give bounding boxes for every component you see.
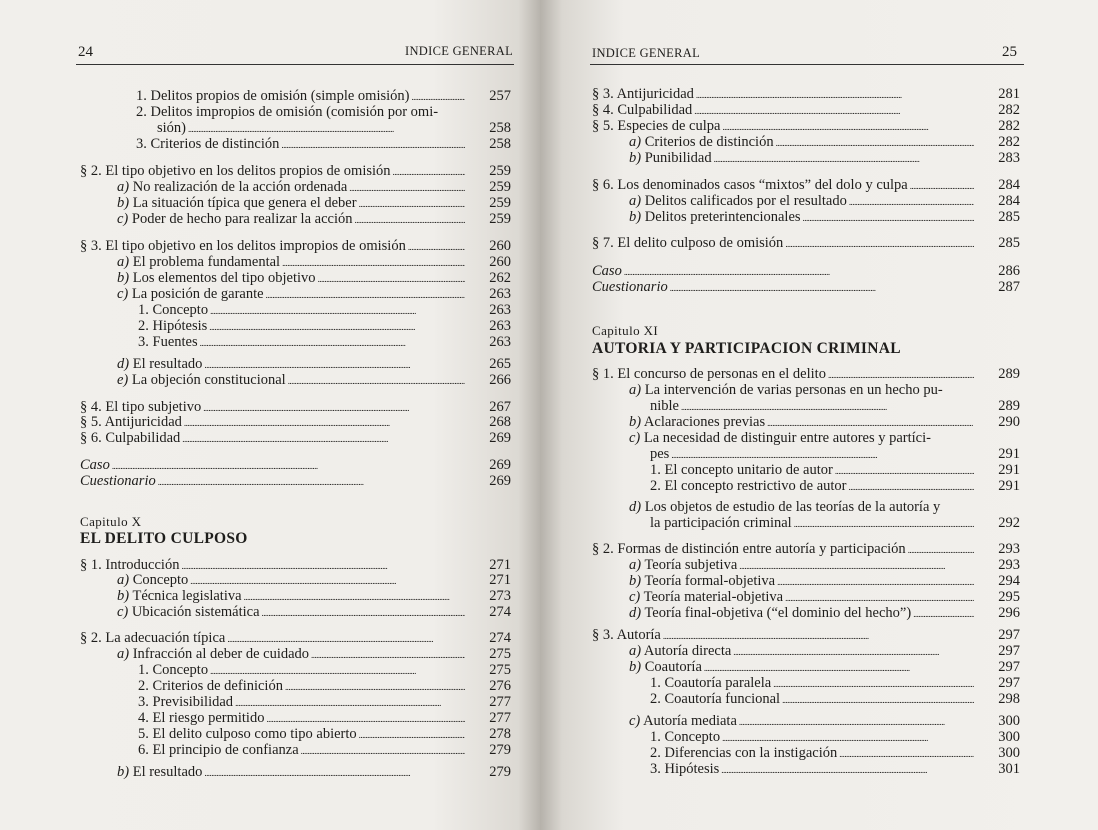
toc-entry xyxy=(0,88,511,104)
toc-entry xyxy=(540,366,1020,382)
toc-entry xyxy=(0,372,511,388)
toc-entry-label: § 1. Introducción xyxy=(80,557,180,573)
toc-entry xyxy=(0,726,511,742)
toc-entry-label: c) La necesidad de distinguir entre autores y partíci- xyxy=(629,430,931,446)
toc-entry xyxy=(540,102,1020,118)
toc-entry xyxy=(0,742,511,758)
toc-entry-label: 2. Diferencias con la instigación xyxy=(650,745,838,761)
dot-leader xyxy=(112,457,465,474)
dot-leader xyxy=(188,120,465,137)
toc-entry xyxy=(540,177,1020,193)
dot-leader xyxy=(849,478,975,495)
toc-entry-label: 1. Coautoría paralela xyxy=(650,675,772,691)
toc-entry-page: 291 xyxy=(998,478,1020,494)
toc-entry xyxy=(0,179,511,195)
toc-entry-page: 298 xyxy=(998,691,1020,707)
toc-entry-label: § 1. El concurso de personas en el delito xyxy=(592,366,826,382)
toc-entry-page: 283 xyxy=(998,150,1020,166)
dot-leader xyxy=(209,318,465,335)
dot-leader xyxy=(785,589,974,606)
toc-entry-page: 289 xyxy=(998,398,1020,414)
dot-leader xyxy=(773,675,974,692)
dot-leader xyxy=(235,694,465,711)
toc-entry-page: 296 xyxy=(998,605,1020,621)
dot-leader xyxy=(393,163,465,180)
toc-entry-page: 282 xyxy=(998,102,1020,118)
toc-entry-label: b) Punibilidad xyxy=(629,150,712,166)
toc-entry-label: b) Delitos preterintencionales xyxy=(629,209,801,225)
dot-leader xyxy=(204,764,465,781)
toc-entry-page: 295 xyxy=(998,589,1020,605)
toc-entry-label: § 4. El tipo subjetivo xyxy=(80,399,202,415)
toc-entry-label: b) Técnica legislativa xyxy=(117,588,242,604)
dot-leader xyxy=(262,604,465,621)
toc-entry-label: b) Teoría formal-objetiva xyxy=(629,573,776,589)
toc-entry-page: 276 xyxy=(489,678,511,694)
dot-leader xyxy=(288,372,465,389)
toc-entry-label: 3. Fuentes xyxy=(138,334,198,350)
left-page xyxy=(0,0,540,830)
toc-entry-label: c) Teoría material-objetiva xyxy=(629,589,784,605)
toc-entry-label: c) Autoría mediata xyxy=(629,713,737,729)
toc-entry-label: § 4. Culpabilidad xyxy=(592,102,693,118)
toc-entry xyxy=(540,263,1020,279)
toc-entry-page: 300 xyxy=(998,729,1020,745)
dot-leader xyxy=(776,134,974,151)
toc-entry xyxy=(0,604,511,620)
toc-entry-label: 3. Hipótesis xyxy=(650,761,720,777)
right-header-rule xyxy=(590,64,1024,65)
toc-entry xyxy=(0,662,511,678)
toc-entry xyxy=(540,745,1020,761)
toc-entry xyxy=(540,193,1020,209)
toc-entry-label: a) No realización de la acción ordenada xyxy=(117,179,348,195)
toc-entry xyxy=(540,515,1020,531)
toc-entry xyxy=(0,318,511,334)
toc-entry-page: 290 xyxy=(998,414,1020,430)
toc-entry-page: 271 xyxy=(489,557,511,573)
dot-leader xyxy=(704,659,974,676)
toc-entry-label: 2. Criterios de definición xyxy=(138,678,283,694)
toc-entry-page: 286 xyxy=(998,263,1020,279)
toc-entry-page: 269 xyxy=(489,430,511,446)
toc-entry-label: § 2. Formas de distinción entre autoría y participación xyxy=(592,541,906,557)
toc-entry-label: Caso xyxy=(592,263,622,279)
dot-leader xyxy=(210,662,465,679)
toc-entry-page: 294 xyxy=(998,573,1020,589)
dot-leader xyxy=(227,630,465,647)
toc-entry xyxy=(0,557,511,573)
toc-entry xyxy=(540,382,1020,398)
toc-entry-label: a) Concepto xyxy=(117,572,189,588)
toc-entry xyxy=(540,478,1020,494)
toc-entry-page: 285 xyxy=(998,235,1020,251)
toc-entry-page: 265 xyxy=(489,356,511,372)
toc-entry xyxy=(540,761,1020,777)
toc-entry-page: 284 xyxy=(998,177,1020,193)
toc-entry-page: 282 xyxy=(998,118,1020,134)
right-running-header: INDICE GENERAL xyxy=(592,46,701,60)
toc-entry xyxy=(540,557,1020,573)
toc-entry xyxy=(540,589,1020,605)
toc-entry-page: 275 xyxy=(489,646,511,662)
dot-leader xyxy=(408,238,465,255)
toc-entry-page: 263 xyxy=(489,286,511,302)
dot-leader xyxy=(190,572,465,589)
dot-leader xyxy=(694,102,974,119)
toc-entry xyxy=(0,764,511,780)
dot-leader xyxy=(722,118,974,135)
toc-entry xyxy=(0,270,511,286)
dot-leader xyxy=(301,742,465,759)
toc-entry-label: 1. Concepto xyxy=(650,729,721,745)
dot-leader xyxy=(835,462,974,479)
dot-leader xyxy=(359,195,465,212)
toc-entry-page: 262 xyxy=(489,270,511,286)
toc-entry-page: 259 xyxy=(489,211,511,227)
toc-entry-page: 271 xyxy=(489,572,511,588)
toc-entry-page: 300 xyxy=(998,745,1020,761)
toc-entry xyxy=(540,675,1020,691)
toc-entry xyxy=(0,195,511,211)
toc-entry-page: 278 xyxy=(489,726,511,742)
toc-entry-label: § 5. Antijuricidad xyxy=(80,414,182,430)
right-page xyxy=(540,0,1098,830)
dot-leader xyxy=(794,515,974,532)
dot-leader xyxy=(828,366,974,383)
toc-entry-label: a) Infracción al deber de cuidado xyxy=(117,646,310,662)
dot-leader xyxy=(910,177,974,194)
dot-leader xyxy=(285,678,465,695)
toc-entry xyxy=(540,462,1020,478)
toc-entry-page: 263 xyxy=(489,334,511,350)
toc-entry xyxy=(0,356,511,372)
toc-entry-label: § 3. Autoría xyxy=(592,627,661,643)
toc-entry-label: c) La posición de garante xyxy=(117,286,264,302)
toc-entry-label: 1. Delitos propios de omisión (simple omisión) xyxy=(136,88,410,104)
toc-entry-label: sión) xyxy=(157,120,186,136)
dot-leader xyxy=(803,209,974,226)
toc-entry xyxy=(0,254,511,270)
toc-entry-label: Cuestionario xyxy=(80,473,156,489)
toc-entry-label: b) La situación típica que genera el deber xyxy=(117,195,357,211)
dot-leader xyxy=(681,398,974,415)
toc-entry-page: 279 xyxy=(489,764,511,780)
toc-entry-page: 292 xyxy=(998,515,1020,531)
toc-entry-label: b) El resultado xyxy=(117,764,203,780)
toc-entry-label: la participación criminal xyxy=(650,515,792,531)
toc-entry-page: 285 xyxy=(998,209,1020,225)
toc-entry-label: b) Aclaraciones previas xyxy=(629,414,766,430)
toc-entry xyxy=(540,713,1020,729)
toc-entry-label: b) Los elementos del tipo objetivo xyxy=(117,270,316,286)
toc-entry-page: 268 xyxy=(489,414,511,430)
toc-entry xyxy=(540,235,1020,251)
toc-entry-label: c) Poder de hecho para realizar la acción xyxy=(117,211,353,227)
dot-leader xyxy=(282,254,465,271)
toc-entry-label: pes xyxy=(650,446,670,462)
toc-entry xyxy=(0,238,511,254)
toc-entry-label: 2. Delitos impropios de omisión (comisión por omi- xyxy=(136,104,439,120)
toc-entry-page: 259 xyxy=(489,195,511,211)
toc-entry xyxy=(0,430,511,446)
toc-entry-label: § 3. Antijuricidad xyxy=(592,86,694,102)
dot-leader xyxy=(266,710,465,727)
dot-leader xyxy=(200,334,465,351)
toc-entry-page: 274 xyxy=(489,630,511,646)
toc-entry-label: a) Teoría subjetiva xyxy=(629,557,738,573)
toc-entry xyxy=(0,678,511,694)
toc-entry xyxy=(0,457,511,473)
dot-leader xyxy=(777,573,974,590)
toc-entry-label: e) La objeción constitucional xyxy=(117,372,286,388)
toc-entry xyxy=(540,279,1020,295)
toc-entry-label: d) El resultado xyxy=(117,356,203,372)
dot-leader xyxy=(359,726,465,743)
dot-leader xyxy=(411,88,465,105)
toc-entry-label: 6. El principio de confianza xyxy=(138,742,299,758)
toc-entry xyxy=(540,659,1020,675)
toc-entry xyxy=(0,163,511,179)
toc-entry-label: § 6. Culpabilidad xyxy=(80,430,181,446)
toc-entry-page: 258 xyxy=(489,136,511,152)
dot-leader xyxy=(670,279,974,296)
toc-entry-page: 287 xyxy=(998,279,1020,295)
dot-leader xyxy=(839,745,974,762)
toc-entry-page: 266 xyxy=(489,372,511,388)
chapter-xi-label: Capitulo XI xyxy=(592,323,659,338)
toc-entry-page: 297 xyxy=(998,675,1020,691)
dot-leader xyxy=(767,414,974,431)
dot-leader xyxy=(785,235,974,252)
toc-entry xyxy=(0,646,511,662)
toc-entry-label: d) Los objetos de estudio de las teorías de la autoría y xyxy=(629,499,941,515)
toc-entry-page: 259 xyxy=(489,179,511,195)
toc-entry-page: 263 xyxy=(489,318,511,334)
toc-entry-label: d) Teoría final-objetiva (“el dominio del hecho”) xyxy=(629,605,912,621)
toc-entry xyxy=(0,286,511,302)
toc-entry-label: § 2. El tipo objetivo en los delitos propios de omisión xyxy=(80,163,391,179)
chapter-x-label: Capitulo X xyxy=(80,514,142,529)
toc-entry-label: 2. Hipótesis xyxy=(138,318,208,334)
toc-entry-page: 297 xyxy=(998,659,1020,675)
toc-entry-label: § 6. Los denominados casos “mixtos” del dolo y culpa xyxy=(592,177,908,193)
dot-leader xyxy=(624,263,974,280)
toc-entry xyxy=(0,136,511,152)
dot-leader xyxy=(913,605,974,622)
dot-leader xyxy=(349,179,465,196)
toc-entry xyxy=(0,104,511,120)
toc-entry xyxy=(540,499,1020,515)
dot-leader xyxy=(182,430,465,447)
toc-entry xyxy=(540,627,1020,643)
left-header-rule xyxy=(76,64,514,65)
toc-entry-page: 260 xyxy=(489,254,511,270)
toc-entry-label: 3. Criterios de distinción xyxy=(136,136,280,152)
toc-entry xyxy=(0,211,511,227)
toc-entry xyxy=(0,588,511,604)
toc-entry-page: 263 xyxy=(489,302,511,318)
toc-entry-label: 3. Previsibilidad xyxy=(138,694,234,710)
toc-entry xyxy=(540,118,1020,134)
toc-entry xyxy=(540,430,1020,446)
toc-entry-label: a) El problema fundamental xyxy=(117,254,281,270)
toc-entry xyxy=(0,473,511,489)
toc-entry-page: 274 xyxy=(489,604,511,620)
toc-entry-page: 301 xyxy=(998,761,1020,777)
toc-entry xyxy=(0,630,511,646)
toc-entry-page: 284 xyxy=(998,193,1020,209)
toc-entry-page: 258 xyxy=(489,120,511,136)
toc-entry-label: a) Criterios de distinción xyxy=(629,134,774,150)
dot-leader xyxy=(244,588,465,605)
toc-entry xyxy=(0,334,511,350)
toc-entry-page: 257 xyxy=(489,88,511,104)
toc-entry xyxy=(540,209,1020,225)
toc-entry-label: 4. El riesgo permitido xyxy=(138,710,265,726)
toc-entry xyxy=(0,399,511,415)
toc-entry-label: § 7. El delito culposo de omisión xyxy=(592,235,784,251)
dot-leader xyxy=(782,691,974,708)
dot-leader xyxy=(663,627,974,644)
dot-leader xyxy=(696,86,974,103)
toc-entry-page: 259 xyxy=(489,163,511,179)
toc-entry-label: 2. Coautoría funcional xyxy=(650,691,781,707)
toc-entry-page: 267 xyxy=(489,399,511,415)
toc-entry-label: 1. Concepto xyxy=(138,302,209,318)
toc-entry xyxy=(540,729,1020,745)
dot-leader xyxy=(204,356,465,373)
toc-entry xyxy=(540,86,1020,102)
toc-entry-page: 275 xyxy=(489,662,511,678)
toc-entry-page: 289 xyxy=(998,366,1020,382)
dot-leader xyxy=(739,713,974,730)
toc-entry xyxy=(0,414,511,430)
toc-entry-page: 291 xyxy=(998,446,1020,462)
toc-entry-label: b) Coautoría xyxy=(629,659,702,675)
dot-leader xyxy=(739,557,974,574)
toc-entry-page: 297 xyxy=(998,643,1020,659)
toc-entry xyxy=(540,134,1020,150)
chapter-x-title: EL DELITO CULPOSO xyxy=(80,530,248,547)
toc-entry-label: c) Ubicación sistemática xyxy=(117,604,260,620)
toc-entry-label: nible xyxy=(650,398,679,414)
toc-entry-page: 291 xyxy=(998,462,1020,478)
toc-entry-label: 2. El concepto restrictivo de autor xyxy=(650,478,847,494)
toc-entry xyxy=(0,120,511,136)
toc-entry xyxy=(540,573,1020,589)
dot-leader xyxy=(722,729,974,746)
toc-entry xyxy=(540,398,1020,414)
dot-leader xyxy=(714,150,974,167)
dot-leader xyxy=(210,302,465,319)
toc-entry xyxy=(540,691,1020,707)
toc-entry xyxy=(540,541,1020,557)
toc-entry-label: 1. El concepto unitario de autor xyxy=(650,462,833,478)
dot-leader xyxy=(355,211,466,228)
dot-leader xyxy=(184,414,465,431)
toc-entry xyxy=(540,605,1020,621)
toc-entry-page: 281 xyxy=(998,86,1020,102)
toc-entry xyxy=(540,643,1020,659)
toc-entry xyxy=(0,710,511,726)
right-page-number: 25 xyxy=(1002,44,1017,60)
toc-entry-label: a) Autoría directa xyxy=(629,643,732,659)
dot-leader xyxy=(311,646,465,663)
toc-entry-page: 277 xyxy=(489,710,511,726)
dot-leader xyxy=(908,541,974,558)
chapter-xi-title: AUTORIA Y PARTICIPACION CRIMINAL xyxy=(592,340,901,357)
dot-leader xyxy=(281,136,465,153)
dot-leader xyxy=(721,761,974,778)
toc-entry-page: 269 xyxy=(489,457,511,473)
dot-leader xyxy=(318,270,465,287)
toc-entry xyxy=(540,414,1020,430)
toc-entry-label: § 2. La adecuación típica xyxy=(80,630,226,646)
toc-entry-label: Caso xyxy=(80,457,110,473)
toc-entry-label: 5. El delito culposo como tipo abierto xyxy=(138,726,357,742)
toc-entry-page: 279 xyxy=(489,742,511,758)
toc-entry-page: 282 xyxy=(998,134,1020,150)
toc-entry-page: 293 xyxy=(998,541,1020,557)
toc-entry-label: 1. Concepto xyxy=(138,662,209,678)
toc-entry-page: 297 xyxy=(998,627,1020,643)
dot-leader xyxy=(671,446,974,463)
toc-entry-label: a) La intervención de varias personas en un hecho pu- xyxy=(629,382,943,398)
dot-leader xyxy=(158,473,465,490)
left-page-number: 24 xyxy=(78,44,93,60)
toc-entry xyxy=(0,302,511,318)
toc-entry xyxy=(0,694,511,710)
toc-entry-label: § 3. El tipo objetivo en los delitos impropios de omisión xyxy=(80,238,406,254)
toc-entry-page: 269 xyxy=(489,473,511,489)
toc-entry-label: Cuestionario xyxy=(592,279,668,295)
toc-entry-page: 273 xyxy=(489,588,511,604)
toc-entry-page: 260 xyxy=(489,238,511,254)
toc-entry-label: § 5. Especies de culpa xyxy=(592,118,721,134)
toc-entry xyxy=(540,446,1020,462)
toc-entry xyxy=(0,572,511,588)
dot-leader xyxy=(849,193,974,210)
toc-entry-page: 277 xyxy=(489,694,511,710)
toc-entry-page: 293 xyxy=(998,557,1020,573)
toc-entry xyxy=(540,150,1020,166)
toc-entry-page: 300 xyxy=(998,713,1020,729)
dot-leader xyxy=(266,286,465,303)
left-running-header: INDICE GENERAL xyxy=(405,44,514,58)
dot-leader xyxy=(733,643,974,660)
toc-entry-label: a) Delitos calificados por el resultado xyxy=(629,193,847,209)
